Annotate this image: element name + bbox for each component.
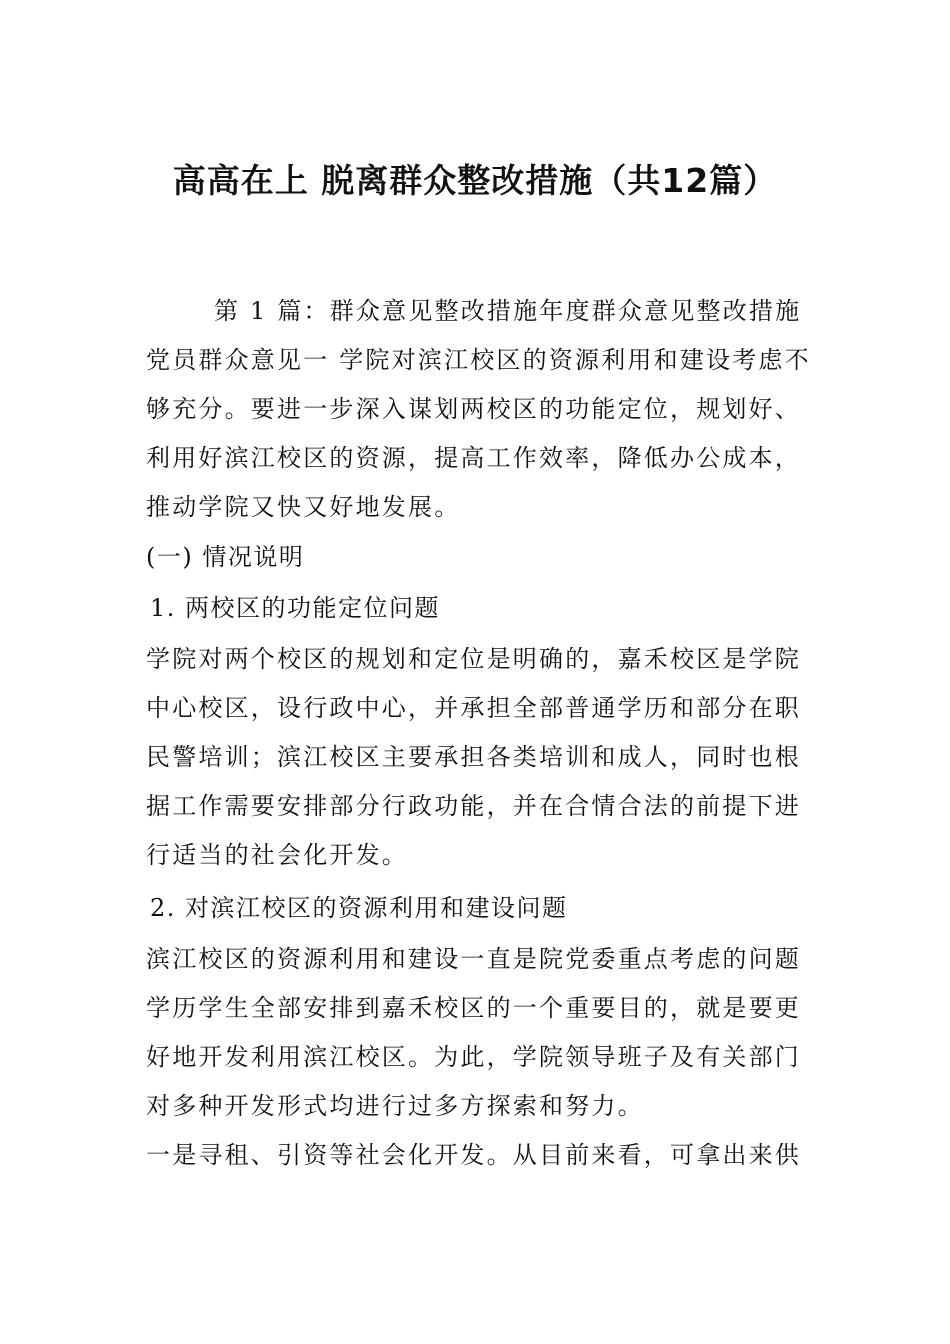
paragraph-line: 好地开发利用滨江校区。为此，学院领导班子及有关部门 <box>146 1043 801 1071</box>
paragraph-line: 学历学生全部安排到嘉禾校区的一个重要目的，就是要更 <box>146 994 801 1022</box>
paragraph-line: 滨江校区的资源利用和建设一直是院党委重点考虑的问题 <box>146 945 801 973</box>
paragraph-line: 据工作需要安排部分行政功能，并在合情合法的前提下进 <box>146 792 801 820</box>
chapter-heading: 第 1 篇：群众意见整改措施年度群众意见整改措施 <box>214 297 802 325</box>
paragraph-line: 够充分。要进一步深入谋划两校区的功能定位，规划好、 <box>146 395 801 423</box>
document-title: 高高在上 脱离群众整改措施（共12篇） <box>172 161 778 200</box>
paragraph-line: 党员群众意见一 学院对滨江校区的资源利用和建设考虑不 <box>146 346 811 374</box>
paragraph-line: 推动学院又快又好地发展。 <box>146 493 461 521</box>
subsection-heading: 1. 两校区的功能定位问题 <box>150 594 441 622</box>
paragraph-line: 民警培训；滨江校区主要承担各类培训和成人，同时也根 <box>146 743 801 771</box>
subsection-heading: 2. 对滨江校区的资源利用和建设问题 <box>150 894 568 922</box>
paragraph-line: 一是寻租、引资等社会化开发。从目前来看，可拿出来供 <box>146 1141 801 1169</box>
paragraph-line: 行适当的社会化开发。 <box>146 841 408 869</box>
paragraph-line: 学院对两个校区的规划和定位是明确的，嘉禾校区是学院 <box>146 645 801 673</box>
paragraph-line: 中心校区，设行政中心，并承担全部普通学历和部分在职 <box>146 694 801 722</box>
paragraph-line: 对多种开发形式均进行过多方探索和努力。 <box>146 1092 644 1120</box>
paragraph-line: 利用好滨江校区的资源，提高工作效率，降低办公成本， <box>146 444 801 472</box>
section-heading: (一) 情况说明 <box>146 543 305 571</box>
